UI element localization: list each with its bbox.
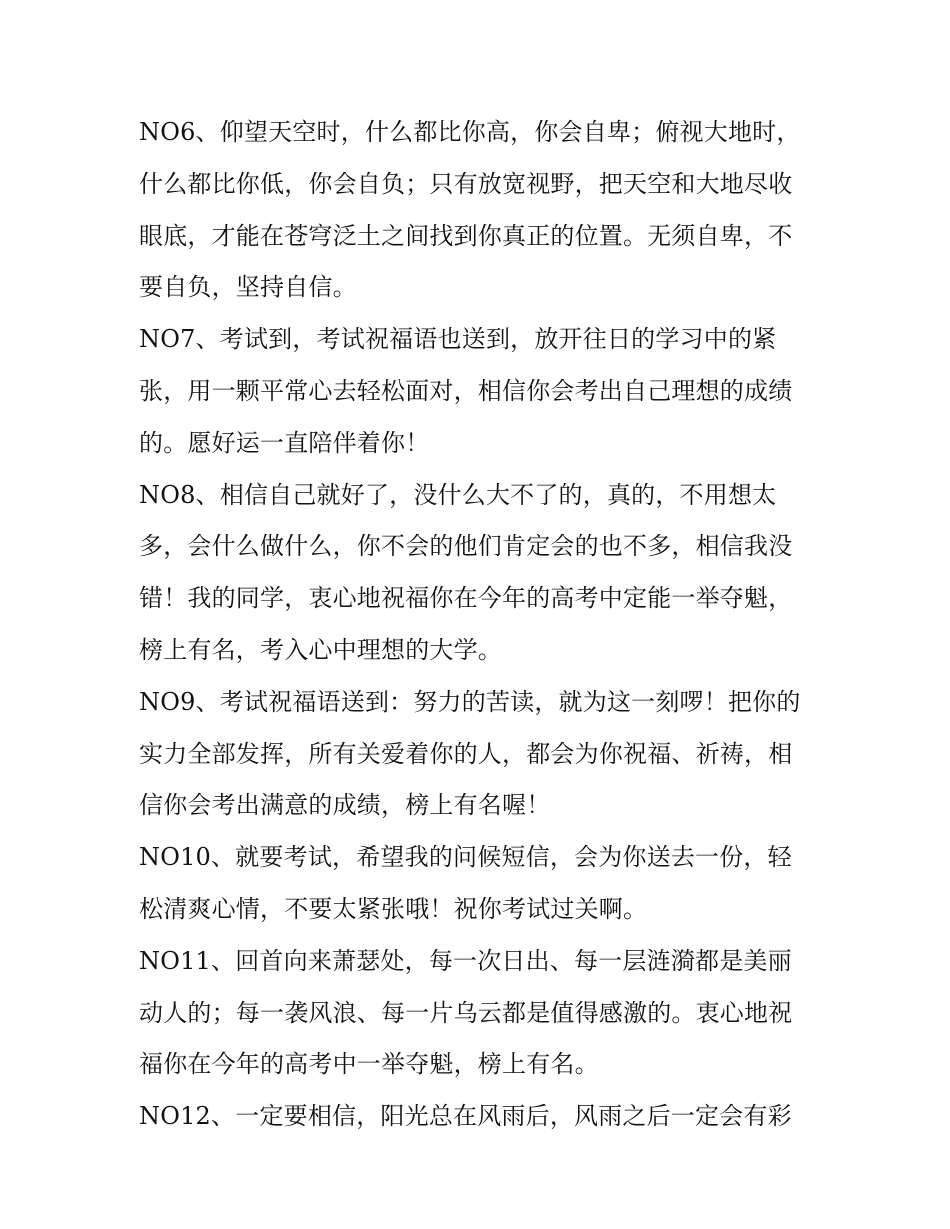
text-line: NO11、回首向来萧瑟处，每一次日出、每一层涟漪都是美丽	[139, 946, 792, 975]
text-line: NO10、就要考试，希望我的问候短信，会为你送去一份，轻	[139, 843, 792, 872]
text-line: 眼底，才能在苍穹泛土之间找到你真正的位置。无须自卑，不	[139, 221, 793, 250]
text-line: 动人的；每一袭风浪、每一片乌云都是值得感激的。衷心地祝	[139, 998, 793, 1027]
text-line: 福你在今年的高考中一举夺魁，榜上有名。	[139, 1050, 599, 1079]
text-line: 多，会什么做什么，你不会的他们肯定会的也不多，相信我没	[139, 532, 793, 561]
text-line: 榜上有名，考入心中理想的大学。	[139, 635, 502, 664]
text-line: NO9、考试祝福语送到：努力的苦读，就为这一刻啰！把你的	[139, 687, 801, 716]
text-line: 错！我的同学，衷心地祝福你在今年的高考中定能一举夺魁，	[139, 584, 793, 613]
text-line: 信你会考出满意的成绩，榜上有名喔！	[139, 791, 551, 820]
text-line: 实力全部发挥，所有关爱着你的人，都会为你祝福、祈祷，相	[139, 739, 793, 768]
text-line: NO12、一定要相信，阳光总在风雨后，风雨之后一定会有彩	[139, 1102, 792, 1131]
text-line: 张，用一颗平常心去轻松面对，相信你会考出自己理想的成绩	[139, 376, 793, 405]
text-line: 松清爽心情，不要太紧张哦！祝你考试过关啊。	[139, 894, 648, 923]
text-line: 什么都比你低，你会自负；只有放宽视野，把天空和大地尽收	[139, 169, 793, 198]
document-body	[139, 107, 829, 1143]
text-line: 要自负，坚持自信。	[139, 273, 357, 302]
text-line: NO7、考试到，考试祝福语也送到，放开往日的学习中的紧	[139, 325, 777, 354]
text-line: 的。愿好运一直陪伴着你！	[139, 428, 430, 457]
text-line: NO8、相信自己就好了，没什么大不了的，真的，不用想太	[139, 480, 777, 509]
text-line: NO6、仰望天空时，什么都比你高，你会自卑；俯视大地时，	[139, 118, 801, 146]
